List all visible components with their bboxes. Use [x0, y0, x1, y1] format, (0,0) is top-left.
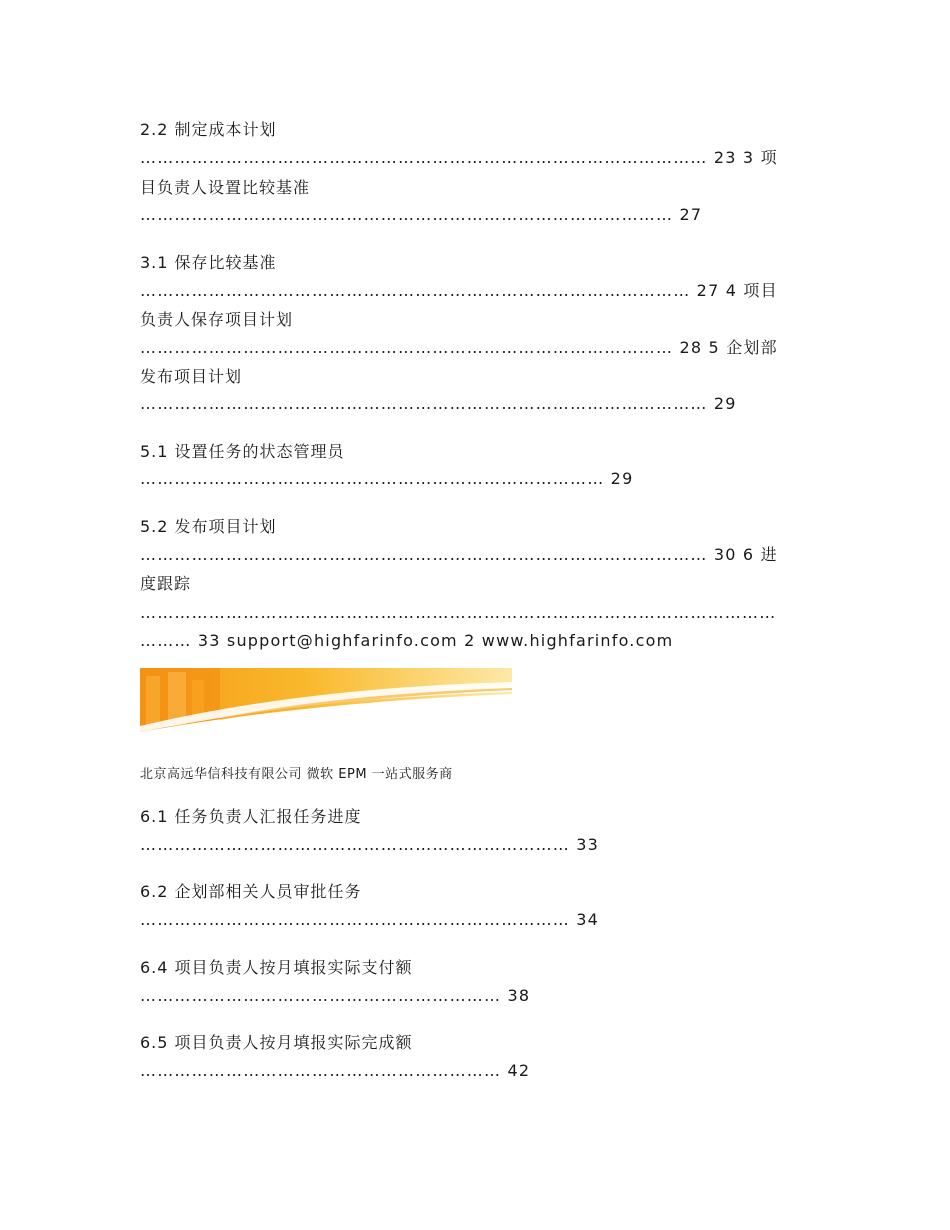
toc-title-5: 发布项目计划: [140, 367, 243, 386]
banner-graphic: [140, 668, 512, 732]
toc-dots-8: …………………………………………………………………………………………………: [140, 603, 777, 622]
toc-title-8: 度跟踪: [140, 574, 192, 593]
toc-dots-2: ………………………………………………………………………………… 27: [140, 205, 703, 224]
toc-dots-4: ………………………………………………………………………………… 28 5 企划部: [140, 338, 778, 357]
toc-dots-9: ……… 33 support@highfarinfo.com 2 www.highfarinfo.com: [140, 631, 674, 650]
toc-title-7: 5.2 发布项目计划: [140, 517, 277, 536]
toc-dots-5: ……………………………………………………………………………………… 29: [140, 394, 737, 413]
toc-dots-13: ……………………………………………………… 42: [140, 1061, 531, 1080]
header-banner: [140, 668, 512, 732]
toc-title-3: 3.1 保存比较基准: [140, 253, 277, 272]
toc-dots-3: …………………………………………………………………………………… 27 4 项目: [140, 281, 778, 300]
toc-title-2: 目负责人设置比较基准: [140, 178, 311, 197]
toc-dots-10: ………………………………………………………………… 33: [140, 835, 600, 854]
toc-dots-6: ……………………………………………………………………… 29: [140, 469, 634, 488]
toc-title-6: 5.1 设置任务的状态管理员: [140, 442, 345, 461]
toc-title-1: 2.2 制定成本计划: [140, 120, 277, 139]
toc-title-12: 6.4 项目负责人按月填报实际支付额: [140, 958, 413, 977]
toc-title-11: 6.2 企划部相关人员审批任务: [140, 882, 362, 901]
company-line: 北京高远华信科技有限公司 微软 EPM 一站式服务商: [140, 767, 453, 782]
toc-dots-12: ……………………………………………………… 38: [140, 986, 531, 1005]
toc-dots-11: ………………………………………………………………… 34: [140, 910, 600, 929]
toc-title-13: 6.5 项目负责人按月填报实际完成额: [140, 1033, 413, 1052]
toc-title-4: 负责人保存项目计划: [140, 310, 294, 329]
toc-dots-7: ……………………………………………………………………………………… 30 6 进: [140, 545, 778, 564]
toc-title-10: 6.1 任务负责人汇报任务进度: [140, 807, 362, 826]
toc-dots-1: ……………………………………………………………………………………… 23 3 项: [140, 148, 778, 167]
